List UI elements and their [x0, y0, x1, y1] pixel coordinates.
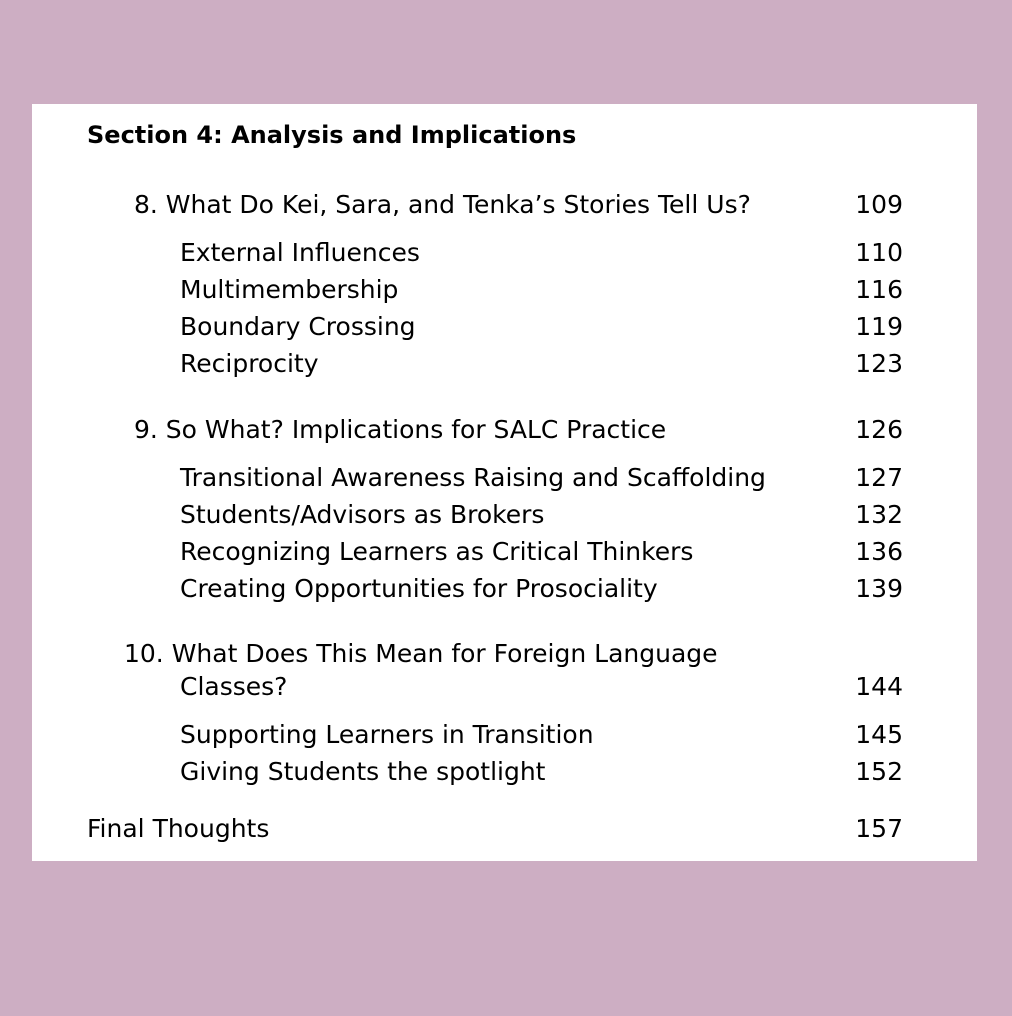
- subsection-title: Giving Students the spotlight: [180, 757, 546, 786]
- section-heading: Section 4: Analysis and Implications: [87, 121, 577, 149]
- subsection-page: 116: [855, 275, 903, 304]
- subsection-page: 145: [855, 720, 903, 749]
- chapter-9-page: 126: [855, 415, 903, 444]
- final-thoughts-page: 157: [855, 814, 903, 843]
- chapter-10-title-line1: 10. What Does This Mean for Foreign Language: [124, 639, 718, 668]
- chapter-8-title: 8. What Do Kei, Sara, and Tenka’s Stories Tell Us?: [134, 190, 751, 219]
- subsection-title: Creating Opportunities for Prosociality: [180, 574, 658, 603]
- subsection-title: Recognizing Learners as Critical Thinkers: [180, 537, 694, 566]
- subsection-title: Transitional Awareness Raising and Scaffolding: [180, 463, 766, 492]
- toc-page: [32, 104, 977, 861]
- subsection-page: 110: [855, 238, 903, 267]
- subsection-page: 123: [855, 349, 903, 378]
- chapter-10-title-line2: Classes?: [180, 672, 288, 701]
- subsection-title: Supporting Learners in Transition: [180, 720, 594, 749]
- subsection-page: 119: [855, 312, 903, 341]
- subsection-page: 127: [855, 463, 903, 492]
- subsection-title: Students/Advisors as Brokers: [180, 500, 545, 529]
- subsection-title: External Influences: [180, 238, 420, 267]
- subsection-page: 152: [855, 757, 903, 786]
- subsection-page: 136: [855, 537, 903, 566]
- subsection-title: Reciprocity: [180, 349, 319, 378]
- subsection-title: Boundary Crossing: [180, 312, 416, 341]
- subsection-title: Multimembership: [180, 275, 399, 304]
- subsection-page: 132: [855, 500, 903, 529]
- chapter-8-page: 109: [855, 190, 903, 219]
- chapter-9-title: 9. So What? Implications for SALC Practice: [134, 415, 667, 444]
- final-thoughts-title: Final Thoughts: [87, 814, 270, 843]
- subsection-page: 139: [855, 574, 903, 603]
- chapter-10-page: 144: [855, 672, 903, 701]
